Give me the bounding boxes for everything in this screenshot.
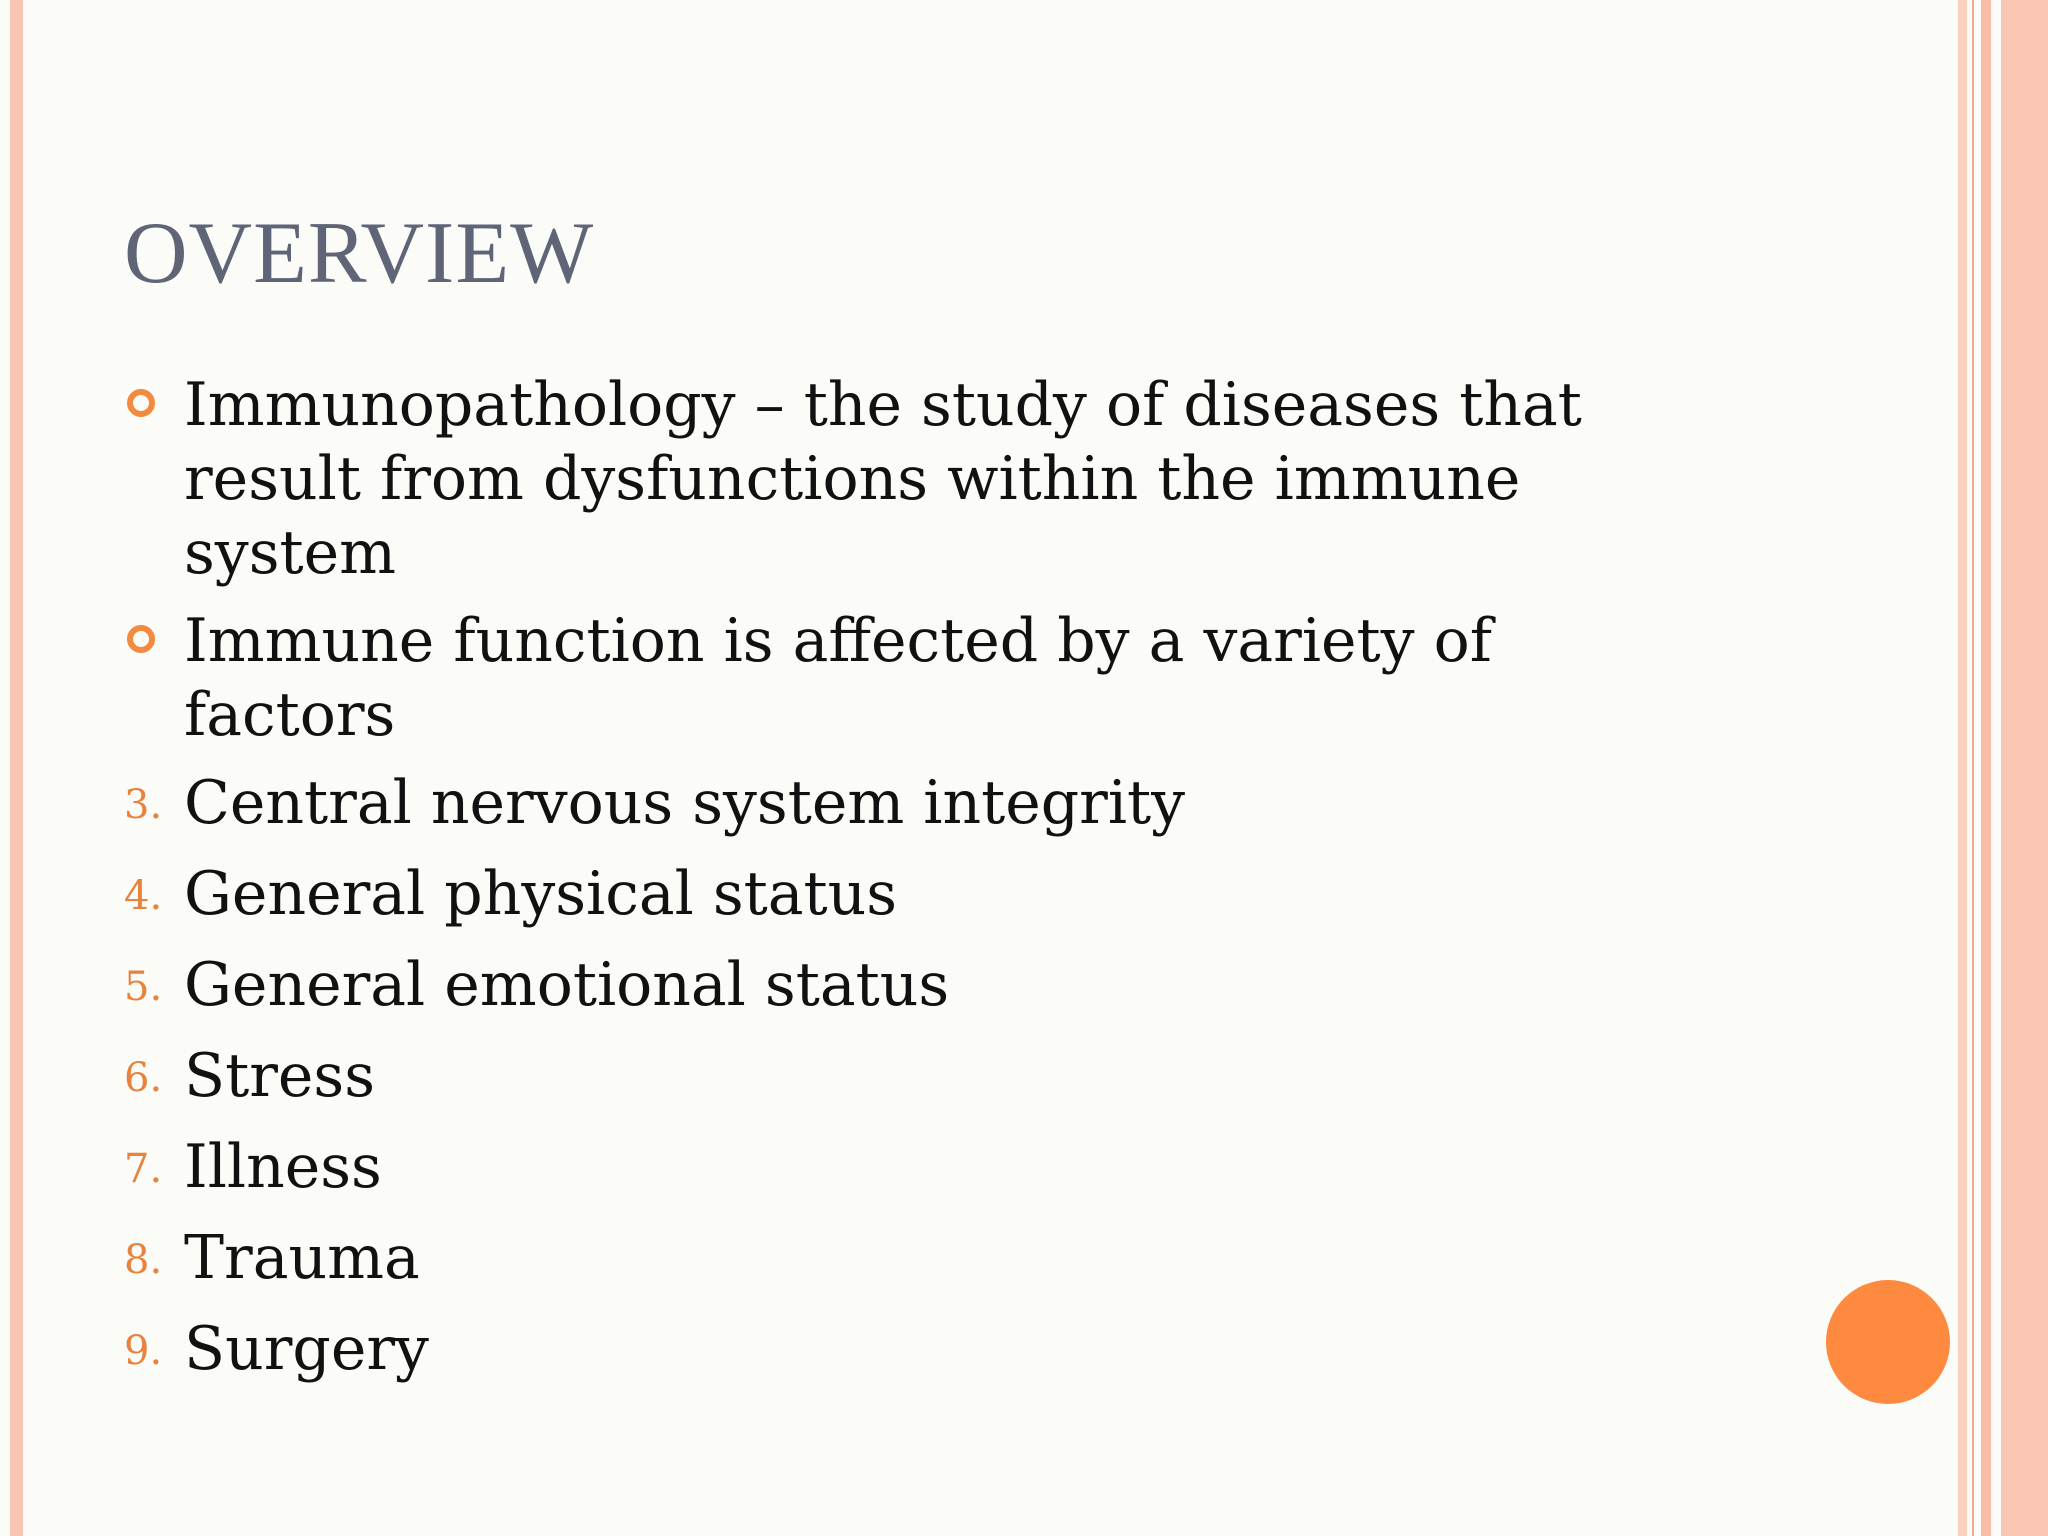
item-number: 7. <box>124 1146 163 1192</box>
left-decorative-border <box>10 0 23 1536</box>
numbered-item <box>124 948 1684 1022</box>
bullet-text: Immunopathology – the study of diseases that result from dysfunctions within the immune system <box>184 370 1582 588</box>
numbered-item-text: Surgery <box>184 1314 429 1384</box>
item-number: 5. <box>124 964 163 1010</box>
numbered-item <box>124 857 1684 931</box>
numbered-item-text: Stress <box>184 1041 375 1111</box>
numbered-item-text: General physical status <box>184 859 898 929</box>
numbered-item <box>124 1221 1684 1295</box>
circle-bullet-icon <box>127 389 155 417</box>
right-decorative-band <box>2001 0 2048 1536</box>
circle-bullet-icon <box>127 625 155 653</box>
numbered-item-text: General emotional status <box>184 950 950 1020</box>
numbered-item-text: Illness <box>184 1132 382 1202</box>
right-decorative-band <box>1981 0 1991 1536</box>
slide-content <box>124 368 1684 1403</box>
numbered-item <box>124 1312 1684 1386</box>
numbered-item <box>124 1130 1684 1204</box>
numbered-item-text: Central nervous system integrity <box>184 768 1186 838</box>
right-decorative-line <box>1972 0 1974 1536</box>
item-number: 3. <box>124 782 163 828</box>
numbered-item-text: Trauma <box>184 1223 420 1293</box>
item-number: 8. <box>124 1237 163 1283</box>
item-number: 9. <box>124 1328 163 1374</box>
bullet-text: Immune function is affected by a variety of factors <box>184 606 1492 750</box>
bullet-item <box>124 368 1684 590</box>
item-number: 6. <box>124 1055 163 1101</box>
slide-title: OVERVIEW <box>124 205 595 302</box>
numbered-item <box>124 1039 1684 1113</box>
bullet-item <box>124 604 1684 752</box>
decorative-orange-circle <box>1826 1280 1950 1404</box>
item-number: 4. <box>124 873 163 919</box>
right-decorative-band <box>1958 0 1967 1536</box>
numbered-item <box>124 766 1684 840</box>
